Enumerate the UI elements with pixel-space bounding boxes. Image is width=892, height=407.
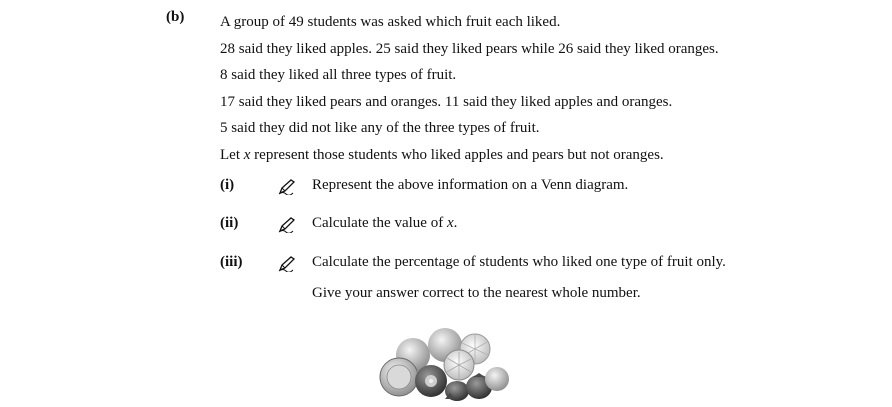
part-label: (b) [166, 9, 185, 25]
sub-question-text: Represent the above information on a Venn diagram. [312, 177, 629, 193]
sub-question-number: (i) [220, 177, 235, 193]
stem-line: A group of 49 students was asked which fruit each liked. [220, 14, 561, 30]
variable-x: x [243, 146, 251, 163]
stem-line: 17 said they liked pears and oranges. 11 said they liked apples and oranges. [220, 93, 673, 110]
stem-line: 8 said they liked all three types of fruit. [220, 67, 457, 83]
question-text: Calculate the value of [312, 215, 447, 231]
sub-question-number: (iii) [220, 254, 243, 270]
question-text: . [453, 215, 458, 231]
sub-question-ii [220, 215, 860, 237]
sub-question-text [312, 215, 457, 232]
variable-x: x [446, 215, 454, 231]
orange-shape [485, 367, 509, 391]
stem-text: represent those students who liked apples and pears but not oranges. [250, 146, 664, 163]
stem-line [220, 142, 860, 169]
fruit-illustration [375, 325, 515, 407]
sub-question-followup: Give your answer correct to the nearest whole number. [312, 285, 641, 301]
pen-writing-icon [278, 256, 296, 272]
sub-question-number: (ii) [220, 215, 239, 231]
sub-question-text: Calculate the percentage of students who liked one type of fruit only. [312, 254, 726, 270]
stem-line: 5 said they did not like any of the three types of fruit. [220, 120, 540, 136]
sub-question-i [220, 177, 860, 199]
stem-text: Let [220, 146, 244, 163]
question-stem [220, 9, 860, 168]
pen-writing-icon [278, 217, 296, 233]
stem-line: 28 said they liked apples. 25 said they liked pears while 26 said they liked oranges. [220, 40, 719, 57]
pen-writing-icon [278, 179, 296, 195]
sub-question-iii [220, 254, 860, 276]
